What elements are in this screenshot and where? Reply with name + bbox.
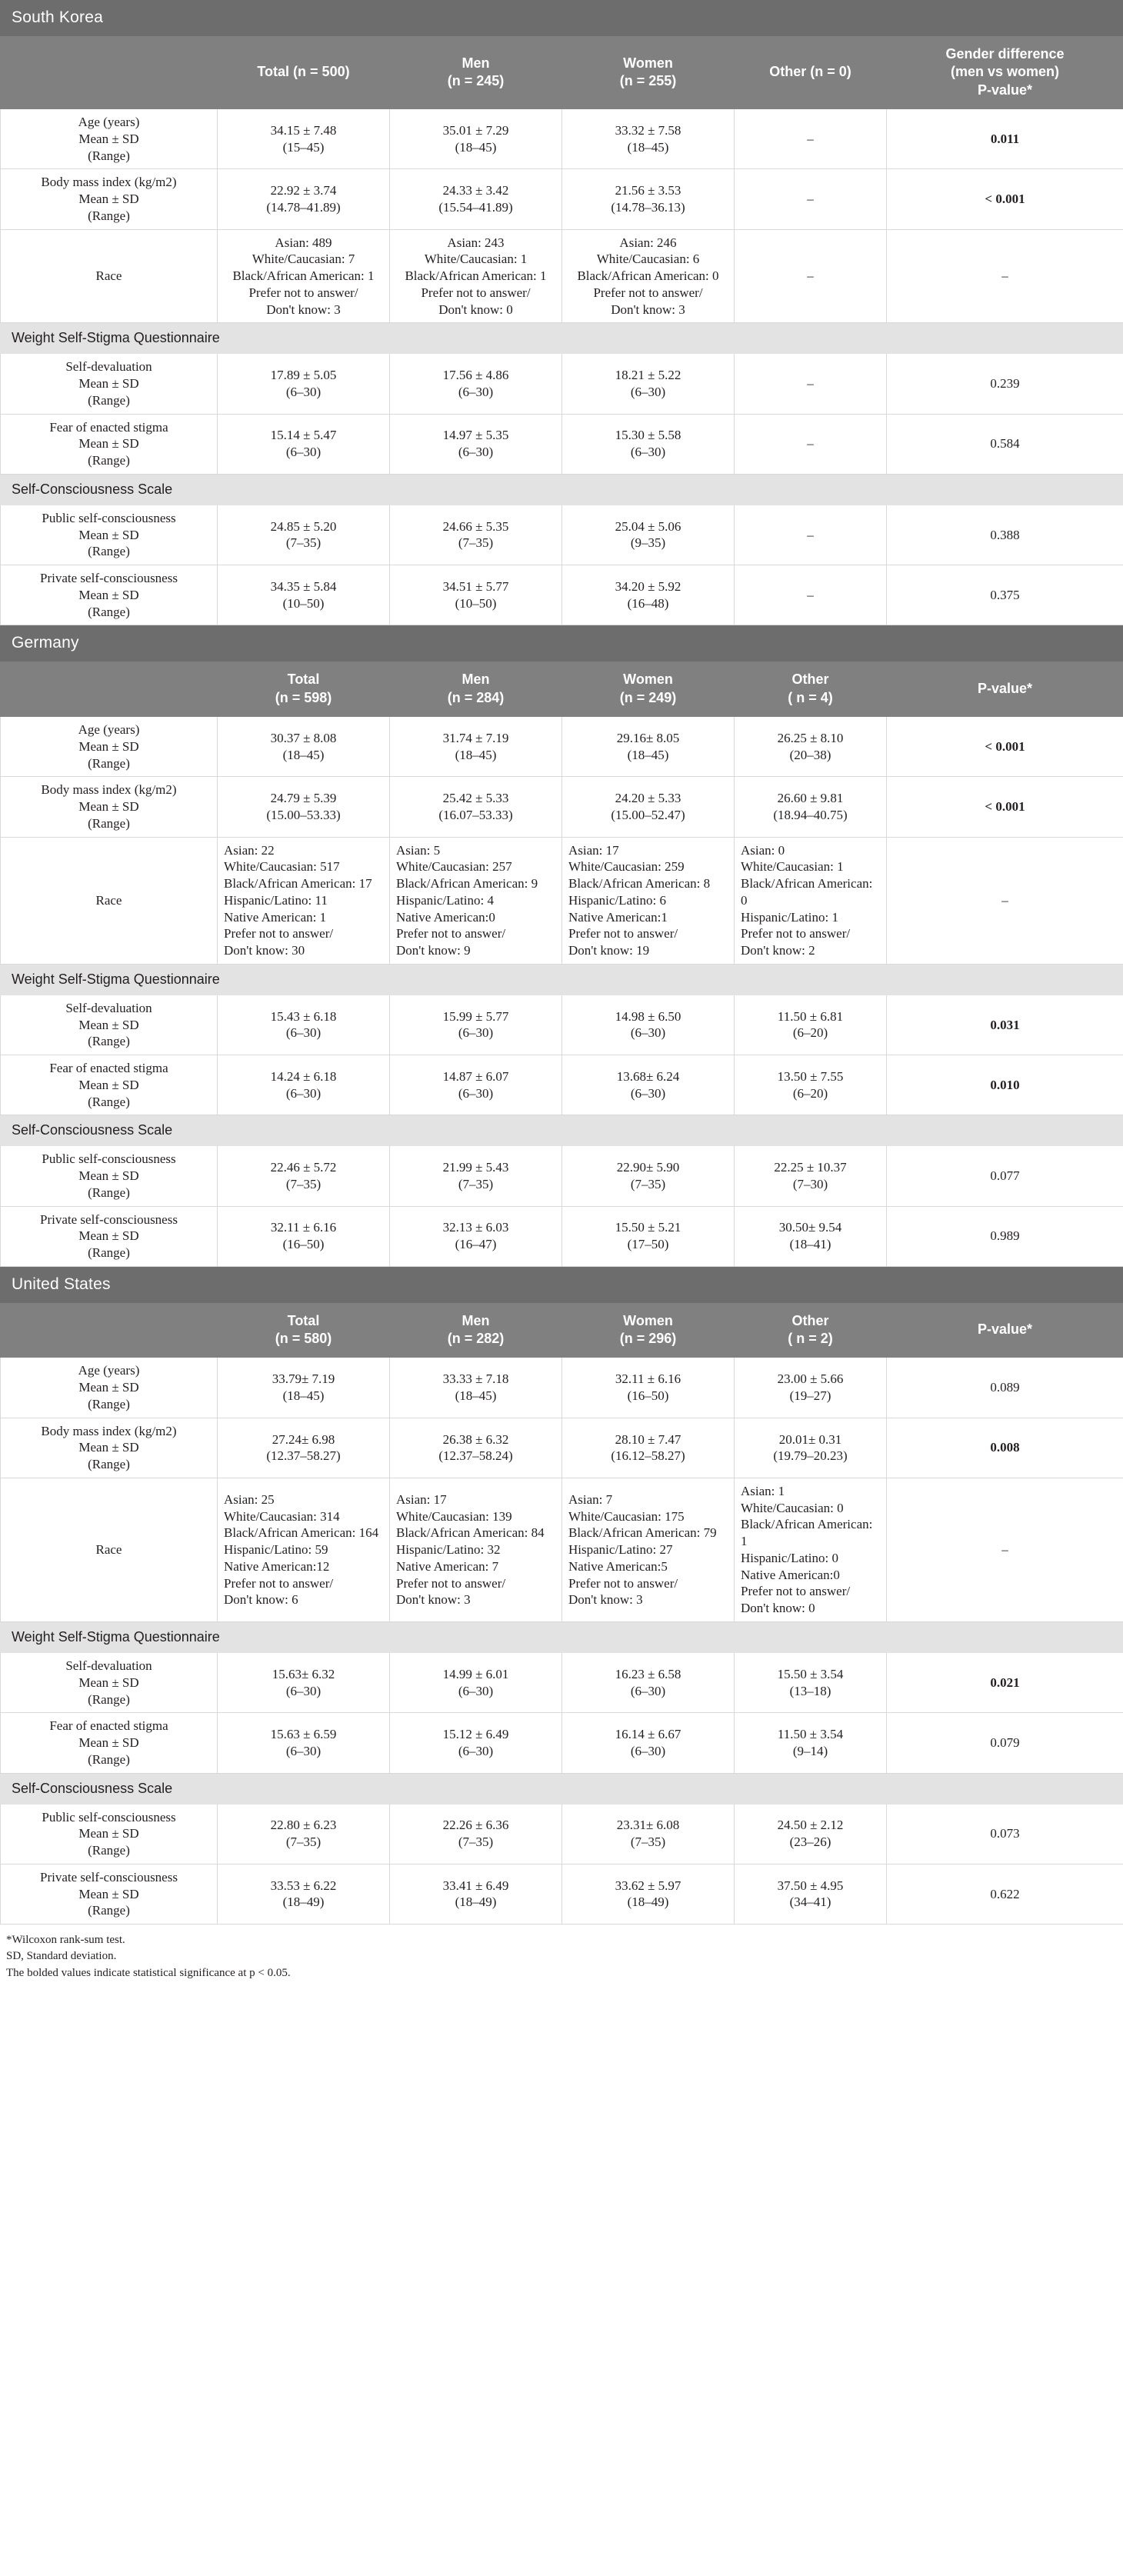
row-label: Fear of enacted stigma Mean ± SD (Range) xyxy=(1,1055,218,1115)
value-cell: 25.04 ± 5.06 (9–35) xyxy=(562,505,735,565)
table-row xyxy=(1,1804,1123,1864)
column-header: Total (n = 598) xyxy=(218,661,390,717)
p-value-cell: 0.079 xyxy=(887,1713,1123,1773)
row-label: Age (years) Mean ± SD (Range) xyxy=(1,1358,218,1418)
value-cell: 15.50 ± 5.21 (17–50) xyxy=(562,1206,735,1266)
table-row xyxy=(1,717,1123,777)
table-row xyxy=(1,1713,1123,1773)
value-cell: 14.24 ± 6.18 (6–30) xyxy=(218,1055,390,1115)
section-header-row xyxy=(1,1115,1123,1146)
value-cell: 24.66 ± 5.35 (7–35) xyxy=(390,505,562,565)
table-row xyxy=(1,229,1123,323)
value-cell: 18.21 ± 5.22 (6–30) xyxy=(562,354,735,414)
row-label: Age (years) Mean ± SD (Range) xyxy=(1,717,218,777)
value-cell: 24.33 ± 3.42 (15.54–41.89) xyxy=(390,169,562,229)
row-label: Fear of enacted stigma Mean ± SD (Range) xyxy=(1,414,218,474)
value-cell: 22.25 ± 10.37 (7–30) xyxy=(735,1146,887,1206)
value-cell: 15.30 ± 5.58 (6–30) xyxy=(562,414,735,474)
row-label: Body mass index (kg/m2) Mean ± SD (Range) xyxy=(1,777,218,837)
value-cell: 22.80 ± 6.23 (7–35) xyxy=(218,1804,390,1864)
country-header-row xyxy=(1,1,1123,36)
value-cell: 34.20 ± 5.92 (16–48) xyxy=(562,565,735,625)
value-cell: 26.60 ± 9.81 (18.94–40.75) xyxy=(735,777,887,837)
table-row xyxy=(1,109,1123,169)
footnote: SD, Standard deviation. xyxy=(6,1950,117,1963)
value-cell: 20.01± 0.31 (19.79–20.23) xyxy=(735,1418,887,1478)
table-row xyxy=(1,1478,1123,1621)
race-cell: Asian: 17 White/Caucasian: 139 Black/African American: 84 Hispanic/Latino: 32 Native American: 7 Prefer not to answer/ Don't know: 3 xyxy=(390,1478,562,1621)
value-cell: 34.15 ± 7.48 (15–45) xyxy=(218,109,390,169)
row-label: Race xyxy=(1,837,218,964)
column-header-blank xyxy=(1,35,218,108)
race-cell: Asian: 243 White/Caucasian: 1 Black/African American: 1 Prefer not to answer/ Don't know: 0 xyxy=(390,229,562,323)
row-label: Private self-consciousness Mean ± SD (Range) xyxy=(1,565,218,625)
column-header: Men (n = 245) xyxy=(390,35,562,108)
p-value-cell: – xyxy=(887,837,1123,964)
section-title: Weight Self-Stigma Questionnaire xyxy=(1,1621,1123,1652)
value-cell: 34.51 ± 5.77 (10–50) xyxy=(390,565,562,625)
p-value-cell: 0.031 xyxy=(887,995,1123,1055)
value-cell: 24.20 ± 5.33 (15.00–52.47) xyxy=(562,777,735,837)
row-label: Self-devaluation Mean ± SD (Range) xyxy=(1,354,218,414)
value-cell: 15.63 ± 6.59 (6–30) xyxy=(218,1713,390,1773)
race-cell: Asian: 22 White/Caucasian: 517 Black/African American: 17 Hispanic/Latino: 11 Native American: 1 Prefer not to answer/ Don't know: 30 xyxy=(218,837,390,964)
column-header: P-value* xyxy=(887,661,1123,717)
column-header: Women (n = 296) xyxy=(562,1302,735,1358)
value-cell: 15.50 ± 3.54 (13–18) xyxy=(735,1653,887,1713)
value-cell: 24.79 ± 5.39 (15.00–53.33) xyxy=(218,777,390,837)
value-cell: 23.31± 6.08 (7–35) xyxy=(562,1804,735,1864)
value-cell: – xyxy=(735,565,887,625)
value-cell: 24.85 ± 5.20 (7–35) xyxy=(218,505,390,565)
row-label: Fear of enacted stigma Mean ± SD (Range) xyxy=(1,1713,218,1773)
race-cell: – xyxy=(735,229,887,323)
p-value-cell: 0.073 xyxy=(887,1804,1123,1864)
value-cell: 32.13 ± 6.03 (16–47) xyxy=(390,1206,562,1266)
p-value-cell: 0.375 xyxy=(887,565,1123,625)
country-header-row xyxy=(1,1267,1123,1302)
row-label: Private self-consciousness Mean ± SD (Range) xyxy=(1,1864,218,1924)
column-header: Men (n = 284) xyxy=(390,661,562,717)
column-header-row xyxy=(1,1302,1123,1358)
value-cell: 33.32 ± 7.58 (18–45) xyxy=(562,109,735,169)
table-row xyxy=(1,414,1123,474)
table-row xyxy=(1,565,1123,625)
column-header: Other (n = 0) xyxy=(735,35,887,108)
race-cell: Asian: 489 White/Caucasian: 7 Black/African American: 1 Prefer not to answer/ Don't know: 3 xyxy=(218,229,390,323)
race-cell: Asian: 5 White/Caucasian: 257 Black/African American: 9 Hispanic/Latino: 4 Native American:0 Prefer not to answer/ Don't know: 9 xyxy=(390,837,562,964)
p-value-cell: < 0.001 xyxy=(887,169,1123,229)
country-table xyxy=(0,0,1123,625)
table-row xyxy=(1,1864,1123,1924)
p-value-cell: 0.622 xyxy=(887,1864,1123,1924)
column-header-blank xyxy=(1,661,218,717)
value-cell: 27.24± 6.98 (12.37–58.27) xyxy=(218,1418,390,1478)
race-cell: Asian: 7 White/Caucasian: 175 Black/African American: 79 Hispanic/Latino: 27 Native American:5 Prefer not to answer/ Don't know: 3 xyxy=(562,1478,735,1621)
column-header: Other ( n = 4) xyxy=(735,661,887,717)
value-cell: 22.26 ± 6.36 (7–35) xyxy=(390,1804,562,1864)
section-title: Self-Consciousness Scale xyxy=(1,1773,1123,1804)
row-label: Public self-consciousness Mean ± SD (Range) xyxy=(1,1146,218,1206)
value-cell: – xyxy=(735,169,887,229)
row-label: Public self-consciousness Mean ± SD (Range) xyxy=(1,505,218,565)
column-header: Women (n = 255) xyxy=(562,35,735,108)
column-header-blank xyxy=(1,1302,218,1358)
value-cell: 14.97 ± 5.35 (6–30) xyxy=(390,414,562,474)
value-cell: 29.16± 8.05 (18–45) xyxy=(562,717,735,777)
row-label: Body mass index (kg/m2) Mean ± SD (Range) xyxy=(1,1418,218,1478)
row-label: Race xyxy=(1,1478,218,1621)
p-value-cell: 0.239 xyxy=(887,354,1123,414)
value-cell: 24.50 ± 2.12 (23–26) xyxy=(735,1804,887,1864)
section-header-row xyxy=(1,1773,1123,1804)
country-table xyxy=(0,1267,1123,1925)
value-cell: 15.43 ± 6.18 (6–30) xyxy=(218,995,390,1055)
value-cell: – xyxy=(735,414,887,474)
value-cell: – xyxy=(735,109,887,169)
table-row xyxy=(1,1653,1123,1713)
table-row xyxy=(1,169,1123,229)
race-cell: Asian: 246 White/Caucasian: 6 Black/African American: 0 Prefer not to answer/ Don't know: 3 xyxy=(562,229,735,323)
column-header-row xyxy=(1,661,1123,717)
race-cell: Asian: 17 White/Caucasian: 259 Black/African American: 8 Hispanic/Latino: 6 Native American:1 Prefer not to answer/ Don't know: 19 xyxy=(562,837,735,964)
value-cell: 23.00 ± 5.66 (19–27) xyxy=(735,1358,887,1418)
table-row xyxy=(1,505,1123,565)
race-cell: Asian: 0 White/Caucasian: 1 Black/African American: 0 Hispanic/Latino: 1 Prefer not to answer/ Don't know: 2 xyxy=(735,837,887,964)
country-name: Germany xyxy=(1,626,1123,661)
section-header-row xyxy=(1,474,1123,505)
value-cell: 15.14 ± 5.47 (6–30) xyxy=(218,414,390,474)
value-cell: 16.23 ± 6.58 (6–30) xyxy=(562,1653,735,1713)
column-header: Gender difference (men vs women) P-value* xyxy=(887,35,1123,108)
section-title: Self-Consciousness Scale xyxy=(1,474,1123,505)
table-row xyxy=(1,837,1123,964)
p-value-cell: 0.010 xyxy=(887,1055,1123,1115)
value-cell: 21.99 ± 5.43 (7–35) xyxy=(390,1146,562,1206)
section-header-row xyxy=(1,323,1123,354)
value-cell: 17.56 ± 4.86 (6–30) xyxy=(390,354,562,414)
value-cell: – xyxy=(735,354,887,414)
country-name: United States xyxy=(1,1267,1123,1302)
row-label: Race xyxy=(1,229,218,323)
row-label: Self-devaluation Mean ± SD (Range) xyxy=(1,995,218,1055)
value-cell: 31.74 ± 7.19 (18–45) xyxy=(390,717,562,777)
p-value-cell: 0.388 xyxy=(887,505,1123,565)
p-value-cell: 0.989 xyxy=(887,1206,1123,1266)
table-row xyxy=(1,1146,1123,1206)
value-cell: 13.50 ± 7.55 (6–20) xyxy=(735,1055,887,1115)
country-name: South Korea xyxy=(1,1,1123,36)
value-cell: 15.99 ± 5.77 (6–30) xyxy=(390,995,562,1055)
row-label: Age (years) Mean ± SD (Range) xyxy=(1,109,218,169)
value-cell: 26.25 ± 8.10 (20–38) xyxy=(735,717,887,777)
value-cell: 15.12 ± 6.49 (6–30) xyxy=(390,1713,562,1773)
value-cell: 17.89 ± 5.05 (6–30) xyxy=(218,354,390,414)
value-cell: – xyxy=(735,505,887,565)
table-row xyxy=(1,1055,1123,1115)
table-row xyxy=(1,995,1123,1055)
value-cell: 13.68± 6.24 (6–30) xyxy=(562,1055,735,1115)
country-header-row xyxy=(1,626,1123,661)
value-cell: 25.42 ± 5.33 (16.07–53.33) xyxy=(390,777,562,837)
value-cell: 22.46 ± 5.72 (7–35) xyxy=(218,1146,390,1206)
value-cell: 21.56 ± 3.53 (14.78–36.13) xyxy=(562,169,735,229)
section-title: Weight Self-Stigma Questionnaire xyxy=(1,964,1123,995)
p-value-cell: – xyxy=(887,229,1123,323)
value-cell: 32.11 ± 6.16 (16–50) xyxy=(218,1206,390,1266)
table-row xyxy=(1,1418,1123,1478)
race-cell: Asian: 1 White/Caucasian: 0 Black/African American: 1 Hispanic/Latino: 0 Native American:0 Prefer not to answer/ Don't know: 0 xyxy=(735,1478,887,1621)
value-cell: 14.87 ± 6.07 (6–30) xyxy=(390,1055,562,1115)
p-value-cell: < 0.001 xyxy=(887,717,1123,777)
p-value-cell: – xyxy=(887,1478,1123,1621)
column-header: P-value* xyxy=(887,1302,1123,1358)
value-cell: 11.50 ± 3.54 (9–14) xyxy=(735,1713,887,1773)
p-value-cell: 0.077 xyxy=(887,1146,1123,1206)
value-cell: 30.50± 9.54 (18–41) xyxy=(735,1206,887,1266)
column-header: Total (n = 580) xyxy=(218,1302,390,1358)
value-cell: 37.50 ± 4.95 (34–41) xyxy=(735,1864,887,1924)
value-cell: 32.11 ± 6.16 (16–50) xyxy=(562,1358,735,1418)
value-cell: 34.35 ± 5.84 (10–50) xyxy=(218,565,390,625)
section-header-row xyxy=(1,964,1123,995)
column-header-row xyxy=(1,35,1123,108)
p-value-cell: 0.008 xyxy=(887,1418,1123,1478)
race-cell: Asian: 25 White/Caucasian: 314 Black/African American: 164 Hispanic/Latino: 59 Native American:12 Prefer not to answer/ Don't know: 6 xyxy=(218,1478,390,1621)
table-row xyxy=(1,1358,1123,1418)
value-cell: 28.10 ± 7.47 (16.12–58.27) xyxy=(562,1418,735,1478)
value-cell: 35.01 ± 7.29 (18–45) xyxy=(390,109,562,169)
p-value-cell: < 0.001 xyxy=(887,777,1123,837)
value-cell: 15.63± 6.32 (6–30) xyxy=(218,1653,390,1713)
table-row xyxy=(1,1206,1123,1266)
p-value-cell: 0.021 xyxy=(887,1653,1123,1713)
row-label: Self-devaluation Mean ± SD (Range) xyxy=(1,1653,218,1713)
value-cell: 30.37 ± 8.08 (18–45) xyxy=(218,717,390,777)
p-value-cell: 0.089 xyxy=(887,1358,1123,1418)
row-label: Public self-consciousness Mean ± SD (Range) xyxy=(1,1804,218,1864)
row-label: Body mass index (kg/m2) Mean ± SD (Range) xyxy=(1,169,218,229)
column-header: Men (n = 282) xyxy=(390,1302,562,1358)
value-cell: 33.41 ± 6.49 (18–49) xyxy=(390,1864,562,1924)
country-table xyxy=(0,625,1123,1266)
value-cell: 14.98 ± 6.50 (6–30) xyxy=(562,995,735,1055)
section-title: Self-Consciousness Scale xyxy=(1,1115,1123,1146)
section-header-row xyxy=(1,1621,1123,1652)
value-cell: 33.33 ± 7.18 (18–45) xyxy=(390,1358,562,1418)
table-row xyxy=(1,777,1123,837)
value-cell: 26.38 ± 6.32 (12.37–58.24) xyxy=(390,1418,562,1478)
value-cell: 22.90± 5.90 (7–35) xyxy=(562,1146,735,1206)
value-cell: 33.62 ± 5.97 (18–49) xyxy=(562,1864,735,1924)
value-cell: 14.99 ± 6.01 (6–30) xyxy=(390,1653,562,1713)
value-cell: 11.50 ± 6.81 (6–20) xyxy=(735,995,887,1055)
footnote: *Wilcoxon rank-sum test. xyxy=(6,1934,125,1947)
value-cell: 22.92 ± 3.74 (14.78–41.89) xyxy=(218,169,390,229)
column-header: Other ( n = 2) xyxy=(735,1302,887,1358)
section-title: Weight Self-Stigma Questionnaire xyxy=(1,323,1123,354)
column-header: Women (n = 249) xyxy=(562,661,735,717)
footnote: The bolded values indicate statistical significance at p < 0.05. xyxy=(6,1966,291,1979)
p-value-cell: 0.584 xyxy=(887,414,1123,474)
value-cell: 16.14 ± 6.67 (6–30) xyxy=(562,1713,735,1773)
value-cell: 33.79± 7.19 (18–45) xyxy=(218,1358,390,1418)
table-footnotes xyxy=(0,1925,1123,1994)
p-value-cell: 0.011 xyxy=(887,109,1123,169)
column-header: Total (n = 500) xyxy=(218,35,390,108)
table-row xyxy=(1,354,1123,414)
value-cell: 33.53 ± 6.22 (18–49) xyxy=(218,1864,390,1924)
row-label: Private self-consciousness Mean ± SD (Range) xyxy=(1,1206,218,1266)
